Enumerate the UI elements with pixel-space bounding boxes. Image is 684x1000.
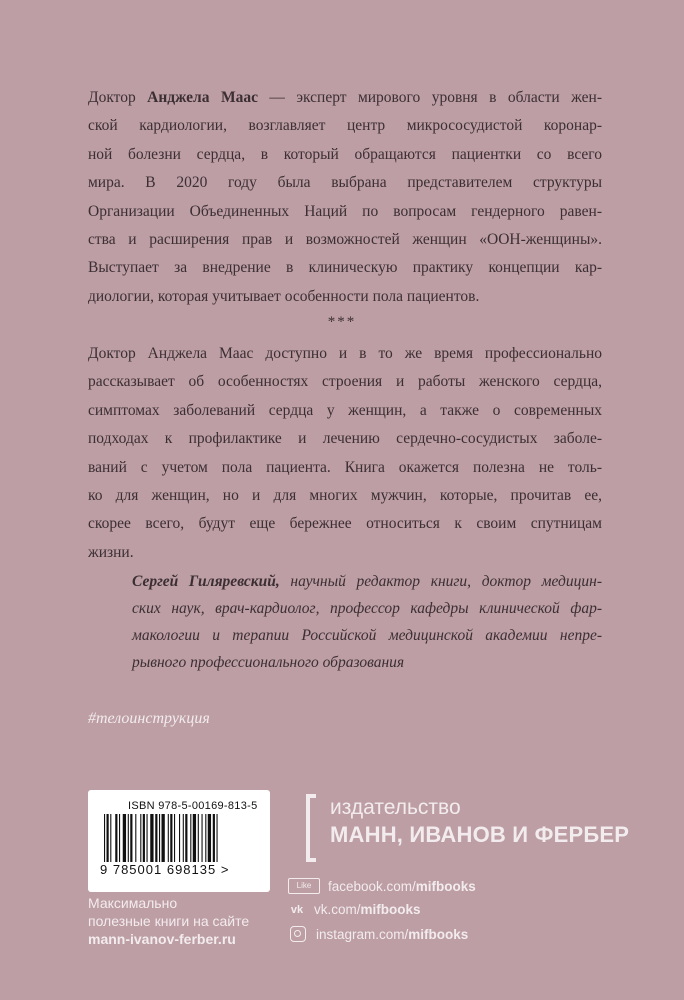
publisher-bracket-icon [306,794,316,862]
facebook-link[interactable] [288,878,476,894]
bio-line-8: диологии, которая учитывает особенности пола пациентов. [88,287,480,305]
instagram-handle: mifbooks [408,926,469,942]
vk-handle: mifbooks [360,902,421,917]
isbn-label: ISBN 978-5-00169-813-5 [128,800,258,812]
promo-url-link[interactable]: mann-ivanov-ferber.ru [88,931,236,947]
bio-prefix: Доктор [88,89,148,106]
reviewer-name: Сергей Гиляревский, [132,573,280,590]
instagram-icon [290,926,306,942]
site-promo [88,894,249,948]
bio-line-4: мира. В 2020 году была выбрана представителем структуры [88,174,602,192]
desc-line-2: рассказывает об особенностях строения и работы женского сердца, [88,373,602,391]
bio-line-7: Выступает за внедрение в клиническую практику концепции кар- [88,259,602,277]
reviewer-line-3: макологии и терапии Российской медицинской академии непре- [132,627,602,644]
instagram-prefix: instagram.com/ [316,926,409,942]
section-separator: *** [327,314,357,330]
desc-line-7: скорее всего, будут еще бережнее относиться к своим спутницам [88,515,602,533]
author-bio [88,84,602,311]
bio-line-3: ной болезни сердца, в который обращаются пациентки со всего [88,145,602,163]
facebook-url [328,879,476,894]
barcode-icon [100,814,260,866]
vk-url [314,902,421,917]
publisher-subtitle: издательство [330,796,461,819]
desc-line-5: ваний с учетом пола пациента. Книга окажется полезна не толь- [88,458,602,476]
facebook-handle: mifbooks [415,878,476,894]
bio-line-1 [88,84,602,112]
bio-line-2: ской кардиологии, возглавляет центр микрососудистой коронар- [88,117,602,135]
facebook-prefix: facebook.com/ [328,878,416,894]
reviewer-line-1-rest: научный редактор книги, доктор медицин- [279,573,602,590]
hashtag: #телоинструкция [88,710,210,727]
author-name: Анджела Маас [147,89,258,106]
desc-line-3: симптомах заболеваний сердца у женщин, а также о современных [88,401,602,419]
facebook-like-icon: Like [288,878,320,894]
instagram-url [316,927,468,942]
bio-line-1-rest: — эксперт мирового уровня в области жен- [257,89,602,106]
desc-line-1: Доктор Анджела Маас доступно и в то же время профессионально [88,345,602,362]
desc-line-8: жизни. [88,543,134,561]
reviewer-line-1 [132,568,602,595]
bio-line-6: ства и расширения прав и возможностей женщин «ООН-женщины». [88,231,602,249]
vk-prefix: vk.com/ [314,902,361,917]
reviewer-line-4: рывного профессионального образования [132,654,405,671]
desc-line-4: подходах к профилактике и лечению сердечно-сосудистых заболе- [88,430,602,448]
desc-line-6: ко для женщин, но и для многих мужчин, которые, прочитав ее, [88,487,602,505]
vk-icon: vk [290,903,304,916]
barcode-number: 9 785001 698135 > [100,862,230,877]
promo-line-2: полезные книги на сайте [88,913,250,929]
reviewer-quote [132,568,602,676]
bio-line-5: Организации Объединенных Наций по вопросам гендерного равен- [88,202,602,220]
publisher-name: МАНН, ИВАНОВ И ФЕРБЕР [330,822,630,847]
book-description [88,340,602,567]
promo-line-1: Максимально [88,895,178,911]
vk-link[interactable] [288,902,421,917]
instagram-link[interactable] [288,926,468,942]
reviewer-line-2: ских наук, врач-кардиолог, профессор кафедры клинической фар- [132,600,602,617]
